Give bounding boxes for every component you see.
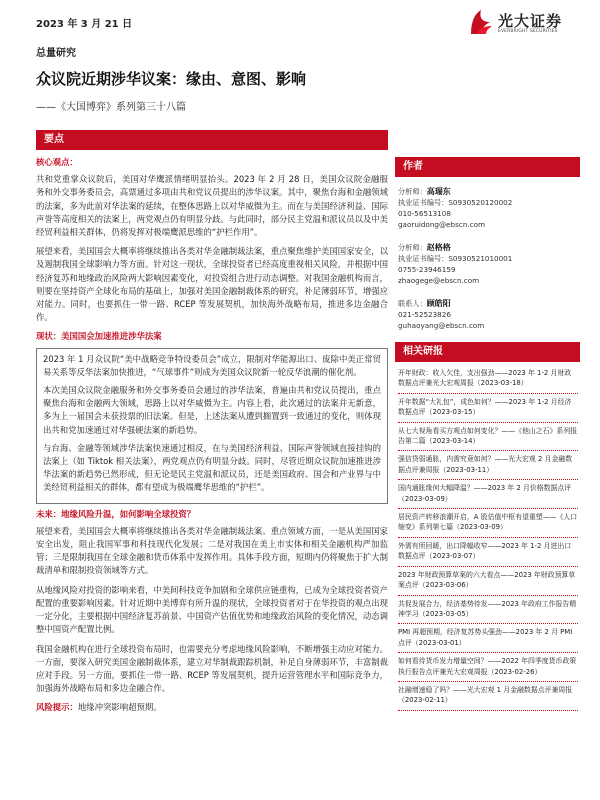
research-item[interactable] (398, 624, 578, 653)
research-item[interactable] (398, 480, 578, 509)
analyst-license: 执业证书编号：S0930520120002 (398, 198, 513, 207)
research-title: 开年数据“大礼包”，成色如何？——2023 年 1-2 月经济数据点评 (398, 397, 572, 417)
research-date: （2023-03-15） (425, 408, 480, 417)
risk-line (36, 701, 388, 714)
key-points-header: 要点 (36, 130, 388, 150)
core-paragraph-1: 共和党重掌众议院后，美国对华鹰派情绪明显抬头。2023 年 2 月 28 日，美国众议院金融服务和外交事务委员会，高票通过多项由共和党议员提出的涉华议案。其中，聚焦台海和金融领域的法案，多为此前对华法案的延续，在整体思路上以对华威慑为主。而在与美国经济利益、国际声誉等高度相关的法案上，两党观点仍有明显分歧。与此同时，部分民主党温和派议员以及中美经贸利益相关群体，仍将发挥对极端鹰派思维的“护栏作用”。 (36, 174, 388, 238)
contact-email[interactable]: guhaoyang@ebscn.com (398, 321, 485, 330)
research-title: 外需有所回暖，出口降幅收窄——2023 年 1-2 月进出口数据点评 (398, 541, 572, 561)
research-title: 如何看待货币发力增量空间？——2022 年四季度货币政策执行报告点评兼光大宏观周报 (398, 657, 577, 676)
research-item[interactable] (398, 567, 578, 596)
brand-logo (468, 8, 578, 40)
core-paragraph-2: 展望来看，美国国会大概率将继续推出各类对华金融制裁法案，重点聚焦维护美国国家安全，以及遏制我国全球影响力等方面。针对这一现状，全球投资者已经高度重视相关风险，并根据中国经济复苏和地缘政治风险两大影响因素变化，对投资组合进行动态调整。对我国金融机构而言，则要在坚持资产全球化布局的基础上，加强对美国金融制裁体系的研究，补足薄弱环节，增强应对能力。同时，也要抓住一带一路、RCEP 等发展契机，加快海外战略布局，推进多边金融合作。 (36, 246, 388, 323)
page-subtitle: ——《大国博弈》系列第三十八篇 (36, 102, 186, 113)
page-title: 众议院近期涉华议案：缘由、意图、影响 (36, 70, 307, 88)
related-research-header: 相关研报 (395, 342, 580, 362)
status-box (36, 348, 388, 504)
analyst-name: 高瑞东 (426, 187, 451, 196)
main-content (36, 152, 388, 715)
analyst-phone: 010-56513108 (398, 209, 451, 218)
research-item[interactable] (398, 653, 578, 682)
authors-header: 作者 (395, 157, 580, 177)
research-title: PMI 再超预期，经济复苏势头强劲——2023 年 2 月 PMI 点评 (398, 628, 573, 647)
research-date: （2023-03-18） (473, 379, 528, 388)
research-date: （2023-03-11） (439, 465, 494, 474)
brand-name-cn: 光大证券 (498, 12, 563, 30)
contact-role: 联系人： (398, 299, 427, 308)
research-date: （2023-02-11） (398, 696, 452, 705)
research-item[interactable] (398, 394, 578, 423)
research-item[interactable] (398, 596, 578, 625)
report-date: 2023 年 3 月 21 日 (36, 19, 133, 30)
status-heading: 现状：美国国会加速推进涉华法案 (36, 331, 162, 342)
research-item[interactable] (398, 365, 578, 394)
research-title: 强信贷弱通胀，内需究竟如何？——光大宏观 2 月金融数据点评兼周报 (398, 455, 573, 474)
contact-name: 顾皓阳 (426, 299, 451, 308)
research-title: 2023 年财政预算草案的六大看点——2023 年财政预算草案点评 (398, 570, 576, 590)
research-title: 从七大视角看买方观点如何变化？——《他山之石》系列报告第二篇 (398, 426, 578, 446)
future-paragraph-3: 我国金融机构在进行全球投资布局时，也需要充分考虑地缘风险影响，不断增强主动应对能力。一方面，要深入研究美国金融制裁体系，建立对华制裁跟踪机制，补足自身薄弱环节，丰富制裁应对手段。另一方面，要抓住一带一路、RCEP 等发展契机，提升运营管理水平和国际竞争力，加强海外战略布局和多边金融合作。 (36, 643, 388, 694)
research-item[interactable] (398, 423, 578, 452)
related-research-list (398, 365, 578, 711)
status-paragraph-3: 与台海、金融等领域涉华法案快速通过相反，在与美国经济利益、国际声誉领域直接挂钩的法案上（如 Tiktok 相关法案），两党观点仍有明显分歧。同时，尽管近期众议院加速推进涉华法案的新趋势已然形成，但无论是民主党温和派议员，还是美国政府、国会和产业界与中美经贸利益相关的群体，都有望成为极端鹰华思维的“护栏”。 (43, 442, 381, 493)
analyst-name: 赵格格 (426, 243, 451, 252)
research-date: （2023-03-09） (398, 494, 452, 503)
analyst-license: 执业证书编号：S0930521010001 (398, 254, 513, 263)
analyst-phone: 0755-23946159 (398, 265, 456, 274)
analyst-role: 分析师： (398, 243, 427, 252)
status-paragraph-1: 2023 年 1 月众议院“美中战略竞争特设委员会”成立，限制对华能源出口、废除中美正常贸易关系等反华法案加快推进，“气球事件”则成为美国众议院新一轮反华浪潮的催化剂。 (43, 353, 381, 377)
risk-text: 地缘冲突影响超预期。 (77, 702, 162, 713)
research-date: （2023-03-14） (425, 437, 480, 446)
research-item[interactable] (398, 451, 578, 480)
research-date: （2023-03-06） (418, 581, 473, 590)
analyst-block-2 (398, 242, 578, 286)
risk-heading: 风险提示： (36, 702, 78, 713)
research-date: （2023-03-09） (453, 523, 507, 532)
research-date: （2023-03-01） (411, 638, 466, 647)
analyst-block-1 (398, 186, 578, 230)
contact-block (398, 298, 578, 331)
everbright-logo-icon (468, 8, 494, 36)
research-title: 开年财政：收入欠佳，支出强劲——2023 年 1-2 月财政数据点评兼光大宏观周报 (398, 369, 572, 388)
report-category: 总量研究 (36, 48, 76, 59)
research-title: 共促发展合力，经济基势待发——2023 年政府工作报告精神学习 (398, 599, 577, 618)
future-paragraph-1: 展望来看，美国国会大概率将继续推出各类对华金融制裁法案。重点领域方面，一是从美国国家安全出发，阻止我国军事和科技现代化发展；二是对我国在美上市实体和相关金融机构严加监管；三是限制我国在全球金融和货币体系中发挥作用。具体手段方面，短期内仍将聚焦于扩大制裁清单和限制投资领域等方式。 (36, 525, 388, 576)
core-view-heading: 核心观点： (36, 157, 78, 167)
analyst-email[interactable]: zhaogege@ebscn.com (398, 276, 480, 285)
research-item[interactable] (398, 538, 578, 567)
research-item[interactable] (398, 682, 578, 711)
analyst-role: 分析师： (398, 187, 427, 196)
analyst-email[interactable]: gaoruidong@ebscn.com (398, 220, 486, 229)
research-date: （2023-03-07） (425, 552, 480, 561)
research-title: 国内通胀缘何大幅降温？——2023 年 2 月价格数据点评 (398, 484, 572, 493)
research-title: 居民资产转移浪潮开启，A 股估值中枢有望重塑——《人口缩变》系列第七篇 (398, 513, 578, 532)
future-paragraph-2: 从地缘风险对投资的影响来看，中美间科技竞争加剧和全球供应链重构，已成为全球投资者资产配置的重要影响因素。针对近期中美博弈有所升温的现状，全球投资者对于在华投资的观点出现一定分化，主要根据中国经济复苏前景、中国资产估值优势和地缘政治风险的变化情况，动态调整中国资产配置比例。 (36, 584, 388, 635)
status-paragraph-2: 本次美国众议院金融服务和外交事务委员会通过的涉华法案，普遍由共和党议员提出，重点聚焦台海和金融两大领域，思路上以对华威慑为主。内容上看，此次通过的法案并无新意，多为上一届国会未获投票的旧法案。但是，上述法案从遭到搁置到一致通过的变化，则体现出共和党加速通过对华强硬法案的新趋势。 (43, 385, 381, 435)
future-heading: 未来：地缘风险升温，如何影响全球投资？ (36, 508, 196, 519)
research-item[interactable] (398, 509, 578, 538)
research-date: （2023-03-05） (418, 609, 473, 618)
brand-name-en: EVERBRIGHT SECURITIES (498, 29, 558, 34)
research-date: （2023-02-26） (487, 667, 542, 676)
contact-phone: 021-52523826 (398, 310, 451, 319)
research-title: 社融增速稳了吗？——光大宏观 1 月金融数据点评兼周报 (398, 685, 573, 694)
